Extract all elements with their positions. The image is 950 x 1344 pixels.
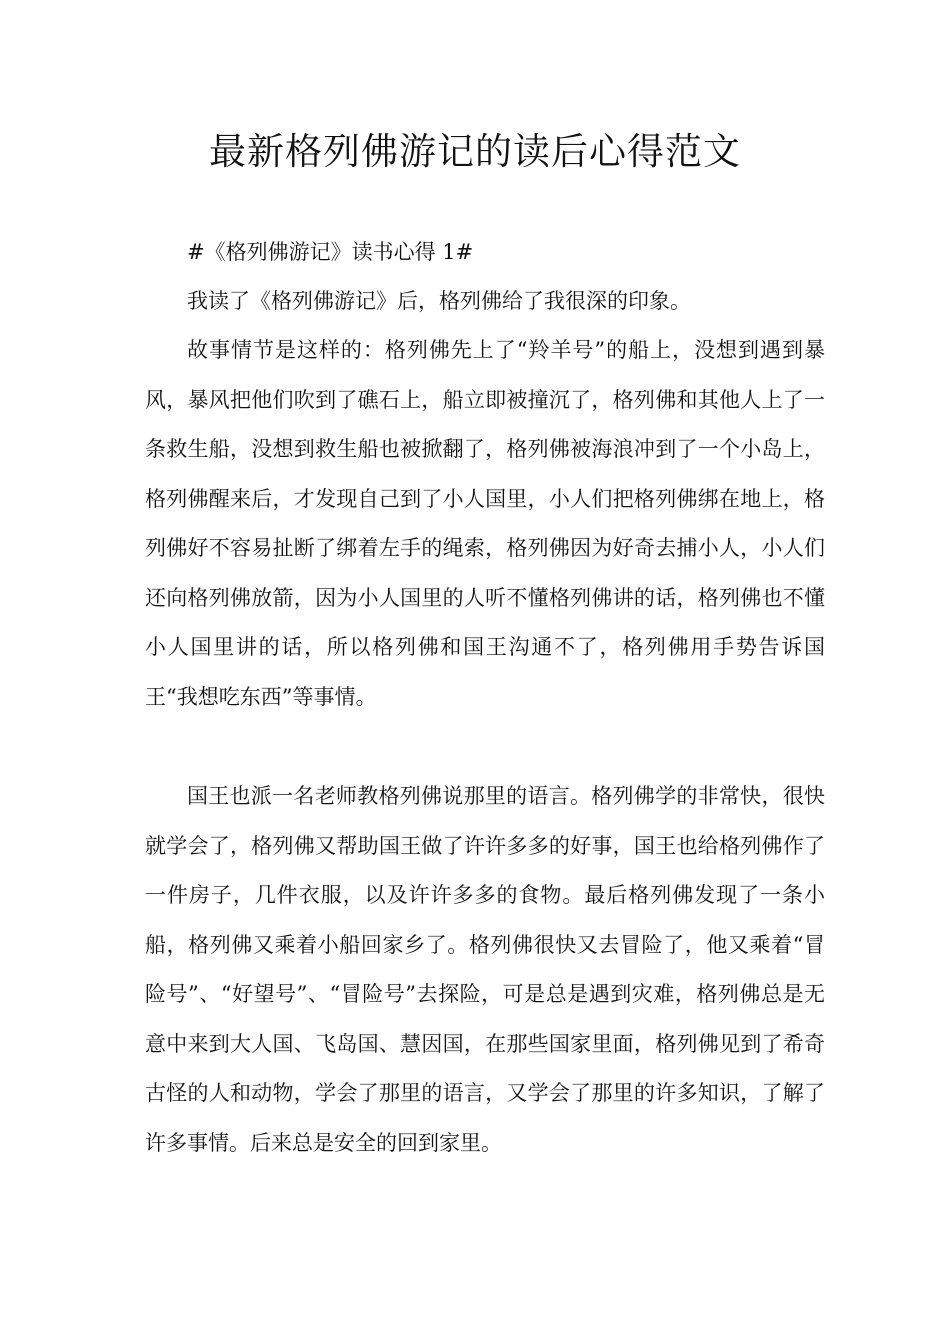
paragraph-story: 故事情节是这样的：格列佛先上了“羚羊号”的船上，没想到遇到暴风，暴风把他们吹到了礁石上，船立即被撞沉了，格列佛和其他人上了一条救生船，没想到救生船也被掀翻了，格列佛被海浪冲到了一个小岛上，格列佛醒来后，才发现自己到了小人国里，小人们把格列佛绑在地上，格列佛好不容易扯断了绑着左手的绳索，格列佛因为好奇去捕小人，小人们还向格列佛放箭，因为小人国里的人听不懂格列佛讲的话，格列佛也不懂小人国里讲的话，所以格列佛和国王沟通不了，格列佛用手势告诉国王“我想吃东西”等事情。 bbox=[145, 338, 825, 709]
paragraph-king: 国王也派一名老师教格列佛说那里的语言。格列佛学的非常快，很快就学会了，格列佛又帮助国王做了许许多多的好事，国王也给格列佛作了一件房子，几件衣服，以及许许多多的食物。最后格列佛发现了一条小船，格列佛又乘着小船回家乡了。格列佛很快又去冒险了，他又乘着“冒险号”、“好望号”、“冒险号”去探险，可是总是遇到灾难，格列佛总是无意中来到大人国、飞岛国、慧因国，在那些国家里面，格列佛见到了希奇古怪的人和动物，学会了那里的语言，又学会了那里的许多知识，了解了许多事情。后来总是安全的回到家里。 bbox=[145, 784, 825, 1155]
paragraph-story-container bbox=[145, 326, 825, 722]
section-heading: #《格列佛游记》读书心得 1# bbox=[187, 240, 474, 264]
paragraph-king-container bbox=[145, 772, 825, 1168]
document-title: 最新格列佛游记的读后心得范文 bbox=[209, 130, 741, 173]
paragraph-intro: 我读了《格列佛游记》后，格列佛给了我很深的印象。 bbox=[187, 289, 691, 313]
